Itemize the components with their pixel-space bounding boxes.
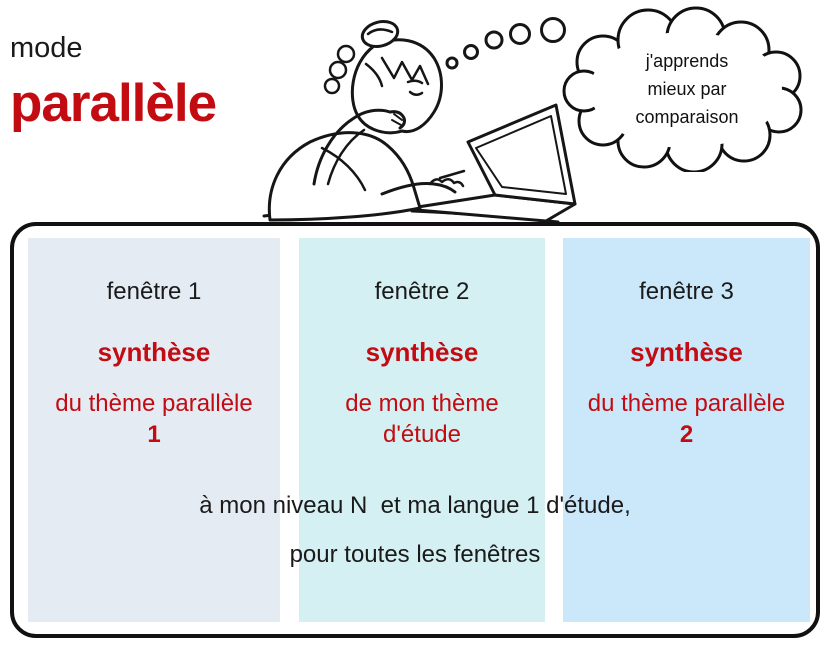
- window-1-heading: synthèse: [97, 337, 211, 367]
- footer-line2: pour toutes les fenêtres: [289, 541, 541, 568]
- window-1-label: fenêtre 1: [106, 278, 202, 305]
- thought-bubble: [558, 4, 816, 172]
- window-2-label: fenêtre 2: [374, 278, 470, 305]
- window-3-desc-line2: 2: [679, 421, 694, 448]
- page-title: parallèle: [10, 74, 217, 133]
- parallel-mode-panel: [10, 222, 820, 638]
- thought-line: comparaison: [635, 107, 739, 127]
- window-1-desc-line1: du thème parallèle: [55, 390, 253, 417]
- thought-dots: [447, 19, 565, 69]
- thought-line: mieux par: [647, 79, 727, 99]
- window-2-heading: synthèse: [365, 337, 479, 367]
- window-1-description: [28, 388, 280, 450]
- window-3-desc-line1: du thème parallèle: [587, 390, 786, 417]
- window-1-desc-line2: 1: [147, 421, 161, 448]
- window-2-desc-line2: d'étude: [383, 421, 461, 448]
- panel-footer: [14, 492, 816, 569]
- window-3-heading: synthèse: [630, 337, 743, 367]
- window-2-description: [299, 388, 545, 450]
- person-thinking-at-laptop-icon: [262, 8, 584, 224]
- thought-bubble-text: [558, 4, 816, 172]
- window-3-description: [563, 388, 810, 450]
- window-3-label: fenêtre 3: [639, 278, 734, 305]
- thought-line: j'apprends: [645, 51, 729, 71]
- title-block: [10, 32, 216, 134]
- mode-label: mode: [10, 32, 83, 64]
- window-2-desc-line1: de mon thème: [345, 390, 499, 417]
- footer-line1: à mon niveau N et ma langue 1 d'étude,: [199, 492, 631, 519]
